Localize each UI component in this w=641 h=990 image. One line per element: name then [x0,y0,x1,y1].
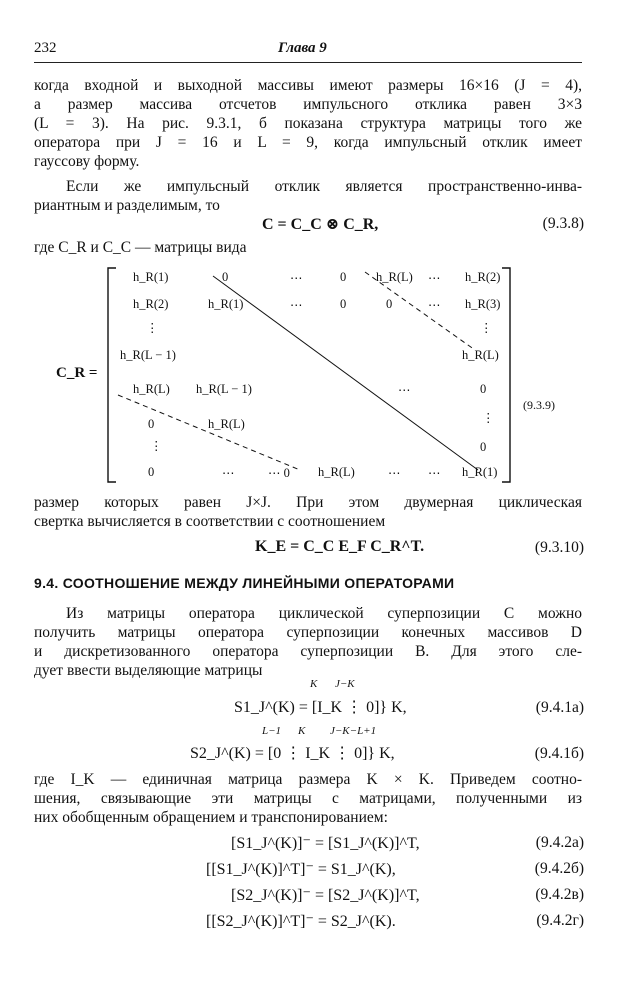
matrix-cell: 0 [340,297,347,311]
matrix-cell: h_R(L − 1) [196,382,252,396]
matrix-cell: h_R(L) [376,270,413,284]
matrix-cell: h_R(L − 1) [120,348,176,362]
matrix-cell: 0 [340,270,347,284]
paragraph-5 [34,770,582,827]
text-line: гауссову форму. [34,153,140,170]
text-line: где I_K — единичная матрица размера K × K. Приведем соотно- [34,771,582,788]
equation-9-4-1a: S1_J^(K) = [I_K ⋮ 0]} K, [234,699,407,716]
matrix-cell: ⋯ [398,383,411,397]
text-line: размер которых равен J×J. При этом двумерная циклическая [34,494,582,511]
text-line: получить матрицы оператора суперпозиции конечных массивов D [34,624,582,641]
matrix-cell: ⋯ [290,298,303,312]
equation-9-4-2b: [[S1_J^(K)]^T]⁻ = S1_J^(K), [206,861,396,878]
text-line: а размер массива отсчетов импульсного отклика равен 3×3 [34,96,582,113]
lower-dashed-diagonal [118,395,300,470]
matrix-cell: ⋯ [428,298,441,312]
matrix-cell: 0 [480,440,487,454]
equation-9-4-2a: [S1_J^(K)]⁻ = [S1_J^(K)]^T, [231,835,420,852]
matrix-cell: 0 [386,297,393,311]
equation-number: (9.4.2в) [535,886,584,903]
equation-number: (9.4.2г) [536,912,584,929]
equation-number: (9.4.1а) [535,699,584,716]
matrix-equation-number: (9.3.9) [523,398,555,412]
text-line: Из матрицы оператора циклической суперпозиции C можно [66,605,582,622]
paragraph-4 [34,604,582,680]
matrix-cell: 0 [148,417,155,431]
equation-number: (9.4.1б) [534,745,584,762]
matrix-cell: 0 [148,465,155,479]
matrix-cell: h_R(L) [133,382,170,396]
text-line: (L = 3). На рис. 9.3.1, б показана структура матрицы того же [34,115,582,132]
matrix-cell: h_R(1) [133,270,169,284]
text-line: них обобщенным обращением и транспонированием: [34,809,388,826]
left-bracket [108,268,116,482]
page-number: 232 [34,40,57,56]
text-line: и дискретизованного оператора суперпозиции B. Для этого сле- [34,643,582,660]
overbrace-label: J−K [335,678,355,690]
matrix-cell: ⋯ 0 [268,466,290,480]
matrix-cell: ⋮ [482,411,495,425]
equation-number: (9.4.2б) [534,860,584,877]
matrix-cell: h_R(1) [208,297,244,311]
matrix-cell: ⋮ [146,321,159,335]
overbrace-label: L−1 [262,725,282,737]
text-line: где C_R и C_C — матрицы вида [34,239,247,256]
overbrace-label: K [298,725,306,737]
matrix-cell: ⋮ [150,439,163,453]
matrix-cell: h_R(2) [465,270,501,284]
equation-9-3-8: C = C_C ⊗ C_R, [262,216,379,233]
matrix-cell: ⋯ [290,271,303,285]
text-line: свертка вычисляется в соответствии с соотношением [34,513,386,530]
matrix-cell: h_R(1) [462,465,498,479]
text-line: когда входной и выходной массивы имеют размеры 16×16 (J = 4), [34,77,582,94]
matrix-lhs: C_R = [56,365,98,381]
text-line: дует ввести выделяющие матрицы [34,662,263,679]
equation-9-4-1b: S2_J^(K) = [0 ⋮ I_K ⋮ 0]} K, [190,745,395,762]
matrix-cell: ⋯ [428,466,441,480]
equation-9-3-10: K_E = C_C E_F C_R^T. [255,538,425,555]
text-line: Если же импульсный отклик является пространственно-инва- [66,178,582,195]
paragraph-3 [34,493,582,531]
matrix-cell: h_R(L) [318,465,355,479]
matrix-cell: 0 [480,382,487,396]
matrix-cell: h_R(2) [133,297,169,311]
matrix-cell: ⋯ [388,466,401,480]
matrix-cell: 0 [222,270,229,284]
text-line: оператора при J = 16 и L = 9, когда импульсный отклик имеет [34,134,582,151]
matrix-cell: h_R(L) [208,417,245,431]
matrix-cell: ⋯ [222,466,235,480]
text-line: риантным и разделимым, то [34,197,220,214]
equation-9-4-2v: [S2_J^(K)]⁻ = [S2_J^(K)]^T, [231,887,420,904]
matrix-cell: h_R(L) [462,348,499,362]
matrix-cell: h_R(3) [465,297,501,311]
right-bracket [502,268,510,482]
text-line: шения, связывающие эти матрицы с матрицами, полученными из [34,790,582,807]
equation-9-4-2g: [[S2_J^(K)]^T]⁻ = S2_J^(K). [206,913,396,930]
matrix-cell: ⋯ [428,271,441,285]
equation-number: (9.4.2а) [535,834,584,851]
chapter-title: Глава 9 [278,40,327,56]
matrix-cell: ⋮ [480,321,493,335]
equation-number: (9.3.8) [542,215,584,232]
overbrace-label: J−K−L+1 [330,725,377,737]
overbrace-label: K [310,678,318,690]
section-heading: 9.4. СООТНОШЕНИЕ МЕЖДУ ЛИНЕЙНЫМИ ОПЕРАТОРАМИ [34,575,455,591]
equation-number: (9.3.10) [534,539,584,556]
